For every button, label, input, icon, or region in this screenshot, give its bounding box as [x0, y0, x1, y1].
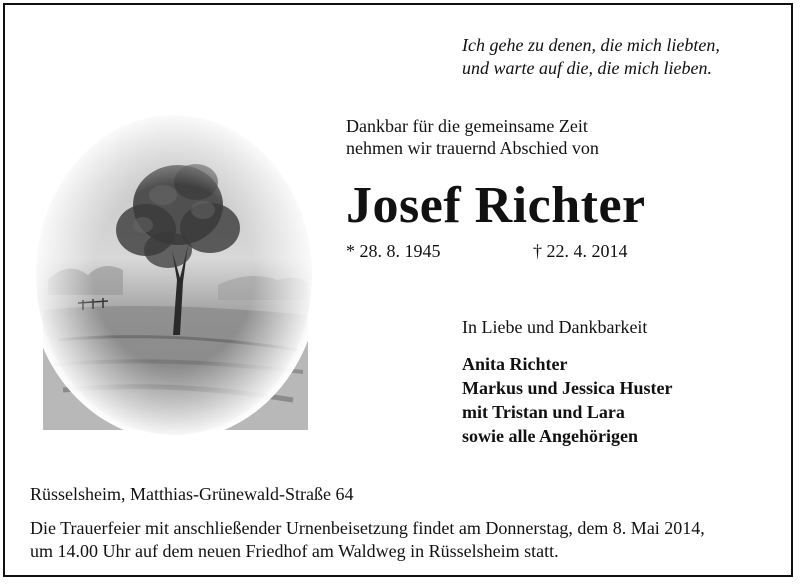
ceremony-line-1: Die Trauerfeier mit anschließender Urnenbeisetzung findet am Donnerstag, dem 8. Mai 2014,	[30, 518, 705, 538]
mourner-item: sowie alle Angehörigen	[462, 426, 638, 446]
birth-date: * 28. 8. 1945	[346, 241, 441, 261]
mourners-list	[462, 352, 673, 448]
death-date: † 22. 4. 2014	[533, 241, 628, 261]
intro-line-2: nehmen wir trauernd Abschied von	[346, 138, 599, 158]
mourner-item: mit Tristan und Lara	[462, 402, 625, 422]
tree-landscape-picture	[28, 110, 320, 440]
address-line: Rüsselsheim, Matthias-Grünewald-Straße 64	[30, 484, 354, 504]
motto-quote	[462, 34, 720, 80]
ceremony-line-2: um 14.00 Uhr auf dem neuen Friedhof am Waldweg in Rüsselsheim statt.	[30, 541, 559, 561]
mourner-item: Markus und Jessica Huster	[462, 378, 673, 398]
motto-line-2: und warte auf die, die mich lieben.	[462, 58, 712, 78]
deceased-name: Josef Richter	[346, 177, 646, 234]
thanks-heading: In Liebe und Dankbarkeit	[462, 317, 648, 337]
mourner-item: Anita Richter	[462, 354, 568, 374]
intro-text	[346, 115, 599, 159]
intro-line-1: Dankbar für die gemeinsame Zeit	[346, 116, 588, 136]
ceremony-info	[30, 517, 705, 563]
motto-line-1: Ich gehe zu denen, die mich liebten,	[462, 35, 720, 55]
